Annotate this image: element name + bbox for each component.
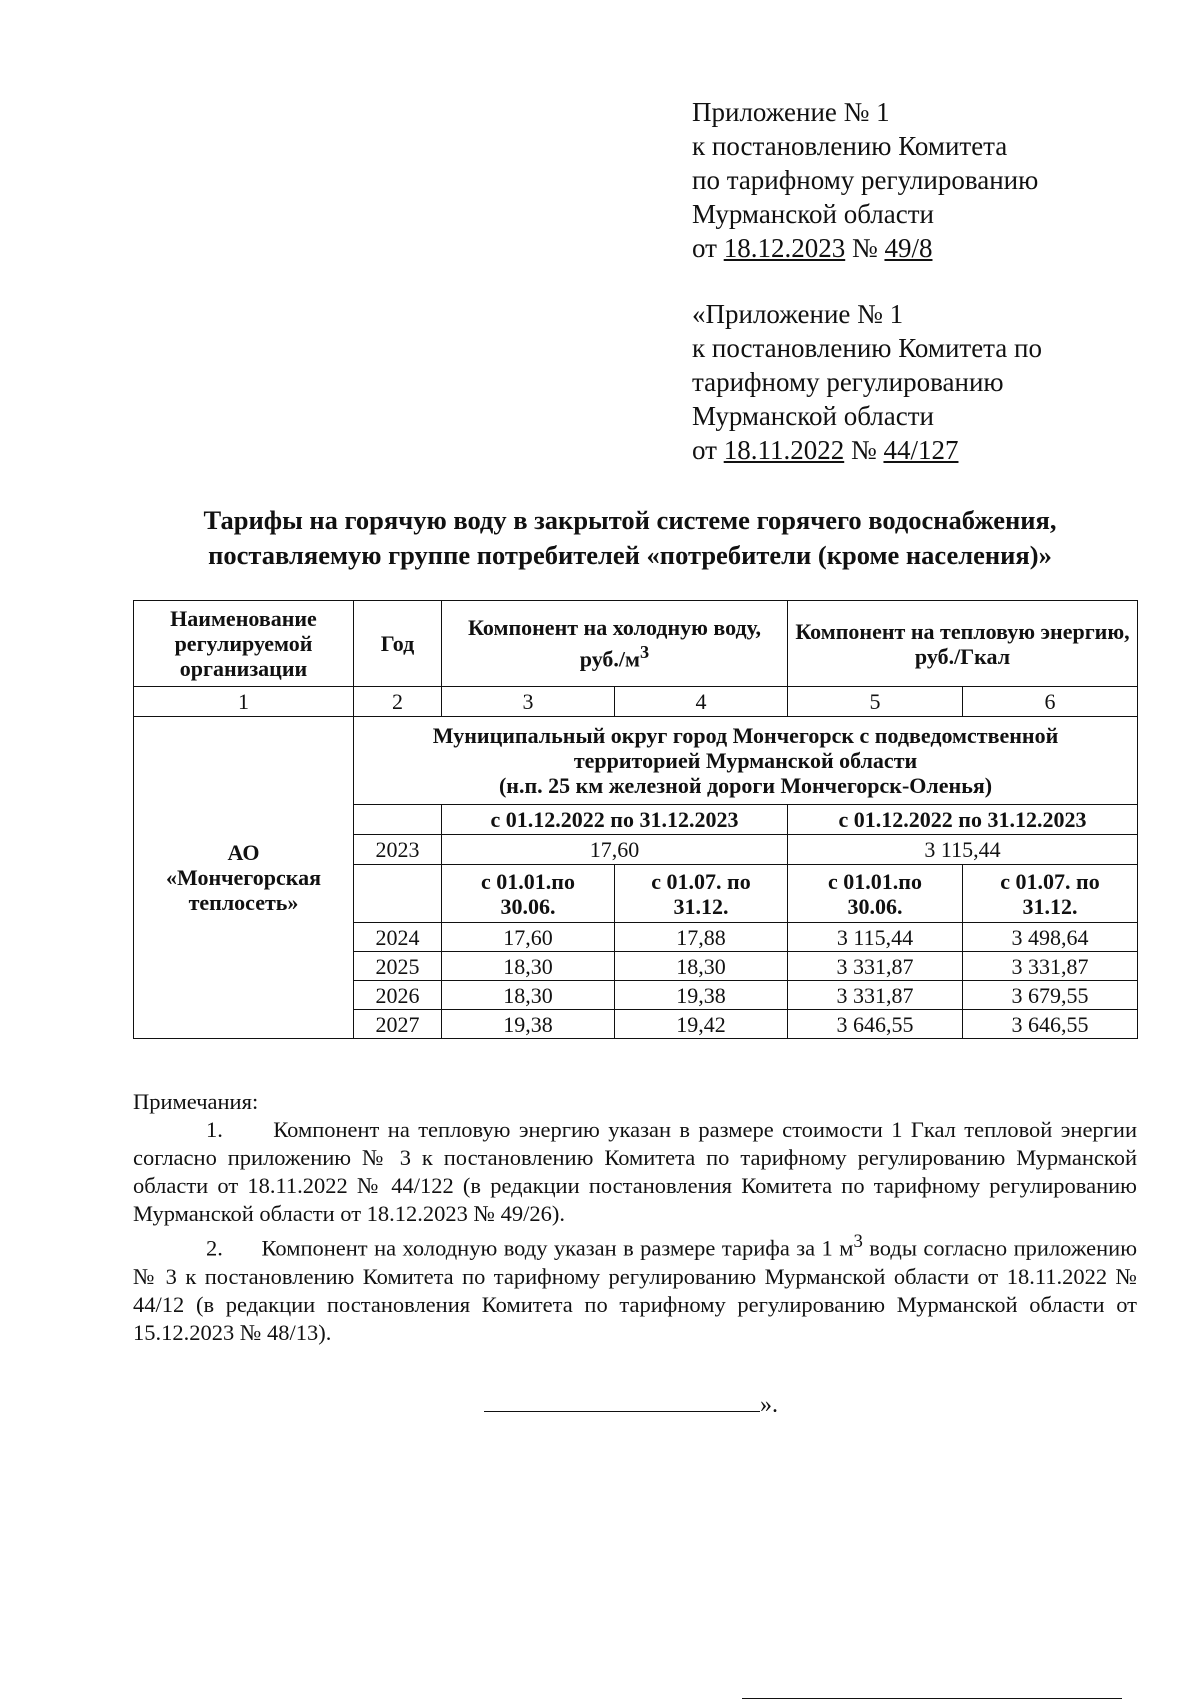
original-line-2: к постановлению Комитета по [692, 333, 1042, 363]
cold-value: 17,60 [442, 923, 615, 952]
cold-value: 19,42 [615, 1010, 788, 1039]
cold-value: 18,30 [442, 981, 615, 1010]
year-cell: 2024 [354, 923, 442, 952]
bottom-divider [742, 1698, 1122, 1699]
note-2: 2. Компонент на холодную воду указан в размере тарифа за 1 $м^3$ воды согласно приложению № 3 к постановлению Комитета по тарифному регулированию Мурманской области от 18.11.2022 № 44/12 (в редакции постановления Комитета по тарифному регулированию Мурманской области от 15.12.2023 № 48/13). [133, 1231, 1137, 1345]
thermal-value: 3 646,55 [788, 1010, 963, 1039]
year-cell: 2027 [354, 1010, 442, 1039]
original-line-4: Мурманской области [692, 401, 934, 431]
period-cold: с 01.12.2022 по 31.12.2023 [442, 805, 788, 835]
municipality-row [134, 717, 1138, 805]
closing-line [484, 1392, 778, 1419]
table-header-row [134, 601, 1138, 687]
appendix-line-3: по тарифному регулированию [692, 165, 1039, 195]
thermal-value: 3 331,87 [788, 952, 963, 981]
period-thermal: с 01.12.2022 по 31.12.2023 [788, 805, 1138, 835]
cold-value: 18,30 [442, 952, 615, 981]
original-number: 44/127 [883, 435, 959, 465]
appendix-number: 49/8 [884, 233, 933, 263]
closing-quote: ». [760, 1392, 778, 1418]
original-appendix-title: «Приложение № 1 [692, 299, 904, 329]
thermal-value: 3 331,87 [788, 981, 963, 1010]
col-number: 5 [788, 687, 963, 717]
appendix-title: Приложение № 1 [692, 97, 890, 127]
appendix-line-2: к постановлению Комитета [692, 131, 1008, 161]
cold-value: 18,30 [615, 952, 788, 981]
appendix-date-line: от 18.12.2023 № 49/8 [692, 233, 933, 263]
thermal-value: 3 646,55 [963, 1010, 1138, 1039]
document-title: Тарифы на горячую воду в закрытой системе горячего водоснабжения, поставляемую группе потребителей «потребители (кроме населения)» [203, 505, 1057, 570]
original-date: 18.11.2022 [723, 435, 845, 465]
thermal-value: 3 498,64 [963, 923, 1138, 952]
subperiod-h2: с 01.07. по 31.12. [615, 865, 788, 923]
header-thermal: Компонент на тепловую энергию, руб./Гкал [788, 601, 1138, 687]
appendix-line-4: Мурманской области [692, 199, 934, 229]
header-cold-water: Компонент на холодную воду, $руб./м^3$ [442, 601, 788, 687]
appendix-date: 18.12.2023 [723, 233, 846, 263]
col-number: 3 [442, 687, 615, 717]
notes-section [133, 1088, 1137, 1347]
tariff-table [133, 600, 1138, 1039]
original-date-line: от 18.11.2022 № 44/127 [692, 435, 959, 465]
year-cell: 2025 [354, 952, 442, 981]
organization-name: АО «Мончегорская теплосеть» [134, 717, 354, 1039]
appendix-header [692, 95, 1152, 467]
cold-value: 17,60 [442, 835, 788, 865]
col-number: 4 [615, 687, 788, 717]
original-line-3: тарифному регулированию [692, 367, 1004, 397]
cold-value: 19,38 [615, 981, 788, 1010]
thermal-value: 3 115,44 [788, 835, 1138, 865]
header-org: Наименование регулируемой организации [134, 601, 354, 687]
column-number-row [134, 687, 1138, 717]
thermal-value: 3 115,44 [788, 923, 963, 952]
col-number: 6 [963, 687, 1138, 717]
closing-underline [484, 1393, 760, 1412]
year-cell: 2026 [354, 981, 442, 1010]
subperiod-h1: с 01.01.по 30.06. [442, 865, 615, 923]
thermal-value: 3 331,87 [963, 952, 1138, 981]
municipality-name: Муниципальный округ город Мончегорск с подведомственной территорией Мурманской области (н.п. 25 км железной дороги Мончегорск-Оленья) [354, 717, 1138, 805]
thermal-value: 3 679,55 [963, 981, 1138, 1010]
note-1: 1. Компонент на тепловую энергию указан в размере стоимости 1 Гкал тепловой энергии согласно приложению № 3 к постановлению Комитета по тарифному регулированию Мурманской области от 18.11.2022 № 44/122 (в редакции постановления Комитета по тарифному регулированию Мурманской области от 18.12.2023 № 49/26). [133, 1117, 1137, 1226]
col-number: 2 [354, 687, 442, 717]
subperiod-h2: с 01.07. по 31.12. [963, 865, 1138, 923]
cold-value: 19,38 [442, 1010, 615, 1039]
header-year: Год [354, 601, 442, 687]
col-number: 1 [134, 687, 354, 717]
year-cell: 2023 [354, 835, 442, 865]
notes-label: Примечания: [133, 1089, 259, 1114]
cold-value: 17,88 [615, 923, 788, 952]
subperiod-h1: с 01.01.по 30.06. [788, 865, 963, 923]
